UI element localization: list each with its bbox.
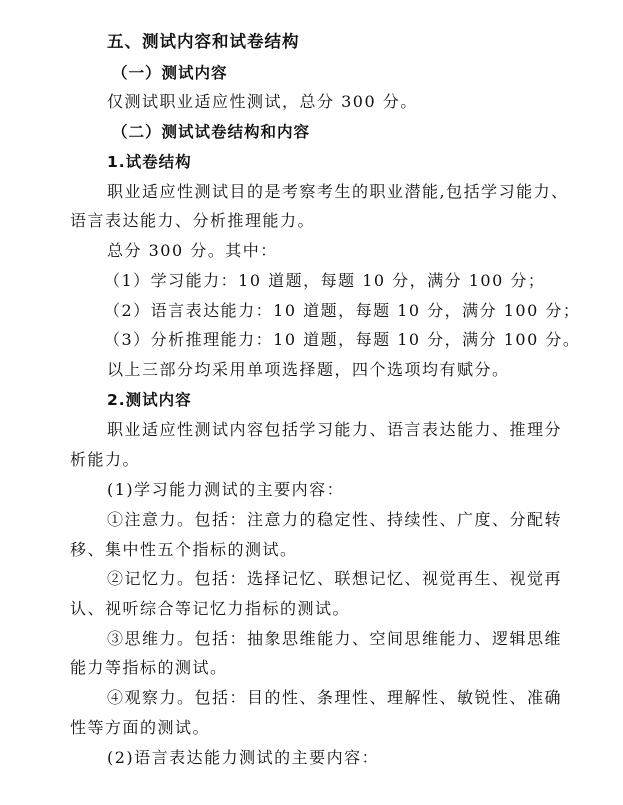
part-1-intro-line-2: 语言表达能力、分析推理能力。 [70, 211, 316, 230]
attention-item-line-1: ①注意力。包括：注意力的稳定性、持续性、广度、分配转 [107, 510, 563, 529]
observation-item-line-2: 性等方面的测试。 [70, 718, 211, 737]
part-1-item-2: （2）语言表达能力：10 道题，每题 10 分，满分 100 分； [104, 301, 581, 320]
part-1-note: 以上三部分均采用单项选择题，四个选项均有赋分。 [107, 360, 510, 379]
subsection-1-title: （一）测试内容 [112, 64, 228, 82]
memory-item-line-2: 认、视听综合等记忆力指标的测试。 [70, 599, 351, 618]
thinking-item-line-1: ③思维力。包括：抽象思维能力、空间思维能力、逻辑思维 [107, 629, 563, 648]
part-2-title: 2.测试内容 [107, 391, 192, 409]
subsection-2-title: （二）测试试卷结构和内容 [112, 123, 311, 141]
observation-item-line-1: ④观察力。包括：目的性、条理性、理解性、敏锐性、准确 [107, 688, 563, 707]
part-1-title: 1.试卷结构 [107, 153, 192, 171]
learning-ability-heading: (1)学习能力测试的主要内容： [107, 480, 345, 499]
part-2-intro-line-2: 析能力。 [70, 450, 141, 469]
part-1-intro-line-1: 职业适应性测试目的是考察考生的职业潜能,包括学习能力、 [107, 182, 569, 201]
memory-item-line-1: ②记忆力。包括：选择记忆、联想记忆、视觉再生、视觉再 [107, 569, 563, 588]
section-title: 五、测试内容和试卷结构 [107, 32, 300, 51]
thinking-item-line-2: 能力等指标的测试。 [70, 658, 228, 677]
attention-item-line-2: 移、集中性五个指标的测试。 [70, 540, 298, 559]
part-1-item-3: （3）分析推理能力：10 道题，每题 10 分，满分 100 分。 [104, 330, 581, 349]
language-ability-heading: (2)语言表达能力测试的主要内容： [107, 748, 380, 767]
part-2-intro-line-1: 职业适应性测试内容包括学习能力、语言表达能力、推理分 [107, 420, 563, 439]
part-1-total: 总分 300 分。其中： [107, 241, 278, 260]
part-1-item-1: （1）学习能力：10 道题，每题 10 分，满分 100 分； [104, 271, 546, 290]
subsection-1-text: 仅测试职业适应性测试，总分 300 分。 [107, 92, 418, 111]
